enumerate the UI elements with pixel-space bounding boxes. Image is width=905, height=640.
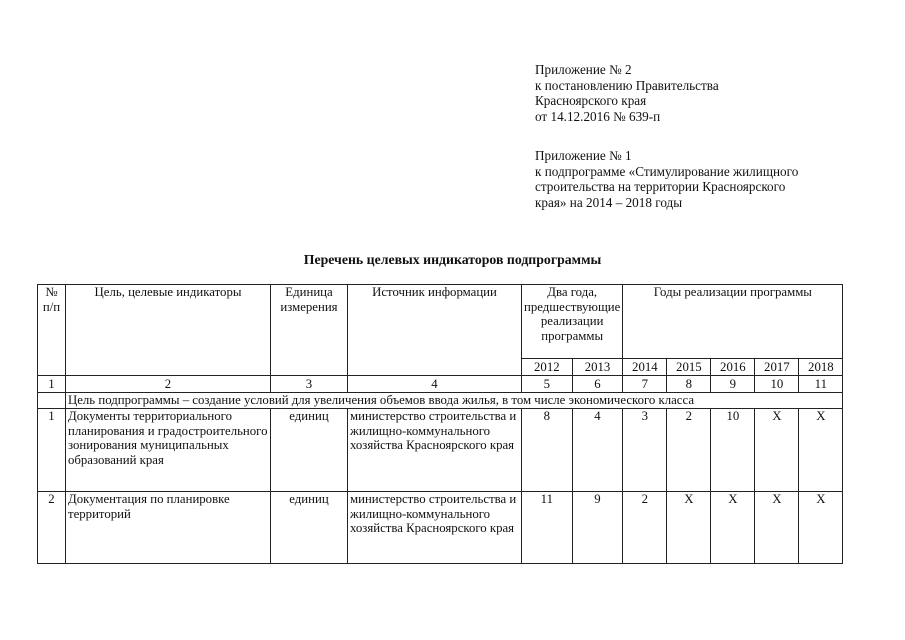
annex-line: края» на 2014 – 2018 годы	[535, 194, 683, 210]
row-value: 3	[623, 409, 667, 492]
annex-government-decree	[535, 62, 719, 124]
row-num: 2	[38, 492, 66, 564]
row-value: 4	[572, 409, 623, 492]
header-source: Источник информации	[348, 285, 522, 376]
column-number: 8	[667, 376, 711, 393]
table-row	[38, 409, 843, 492]
row-value: Х	[755, 492, 799, 564]
row-value: Х	[799, 409, 843, 492]
annex-line: строительства на территории Красноярского	[535, 179, 786, 195]
row-value: 2	[667, 409, 711, 492]
row-value: 9	[572, 492, 623, 564]
annex-line: к постановлению Правительства	[535, 77, 719, 93]
row-value: 10	[711, 409, 755, 492]
year-cell: 2013	[572, 359, 623, 376]
subprogram-goal: Цель подпрограммы – создание условий для увеличения объемов ввода жилья, в том числе экономического класса	[66, 393, 843, 409]
row-value: 2	[623, 492, 667, 564]
year-cell: 2014	[623, 359, 667, 376]
row-unit: единиц	[271, 492, 348, 564]
column-number: 5	[522, 376, 573, 393]
indicators-table	[37, 284, 843, 564]
column-number: 11	[799, 376, 843, 393]
year-cell: 2018	[799, 359, 843, 376]
row-num: 1	[38, 409, 66, 492]
column-number: 3	[271, 376, 348, 393]
year-cell: 2016	[711, 359, 755, 376]
column-number: 9	[711, 376, 755, 393]
annex-line: Приложение № 1	[535, 148, 632, 163]
header-previous-years: Два года, предшествующие реализации программы	[522, 285, 623, 359]
row-indicator: Документы территориального планирования и градостроительного зонирования муниципальных образований края	[66, 409, 271, 492]
year-cell: 2015	[667, 359, 711, 376]
row-unit: единиц	[271, 409, 348, 492]
column-number: 4	[348, 376, 522, 393]
header-implementation-years: Годы реализации программы	[623, 285, 843, 359]
column-number: 1	[38, 376, 66, 393]
header-indicator: Цель, целевые индикаторы	[66, 285, 271, 376]
header-num: № п/п	[38, 285, 66, 376]
row-value: Х	[711, 492, 755, 564]
year-cell: 2012	[522, 359, 573, 376]
annex-line: от 14.12.2016 № 639-п	[535, 108, 661, 124]
row-indicator: Документация по планировке территорий	[66, 492, 271, 564]
row-source: министерство строительства и жилищно-коммунального хозяйства Красноярского края	[348, 409, 522, 492]
annex-subprogram	[535, 148, 845, 210]
column-number: 2	[66, 376, 271, 393]
annex-line: Красноярского края	[535, 93, 647, 109]
row-value: Х	[667, 492, 711, 564]
header-unit: Единица измерения	[271, 285, 348, 376]
row-value: Х	[799, 492, 843, 564]
row-value: 8	[522, 409, 573, 492]
goal-num-cell	[38, 393, 66, 409]
document-title: Перечень целевых индикаторов подпрограммы	[303, 252, 602, 267]
column-number: 10	[755, 376, 799, 393]
row-value: Х	[755, 409, 799, 492]
annex-line: к подпрограмме «Стимулирование жилищного	[535, 163, 799, 179]
row-value: 11	[522, 492, 573, 564]
annex-line: Приложение № 2	[535, 62, 632, 77]
row-source: министерство строительства и жилищно-коммунального хозяйства Красноярского края	[348, 492, 522, 564]
year-cell: 2017	[755, 359, 799, 376]
column-number: 6	[572, 376, 623, 393]
column-number: 7	[623, 376, 667, 393]
table-row	[38, 492, 843, 564]
